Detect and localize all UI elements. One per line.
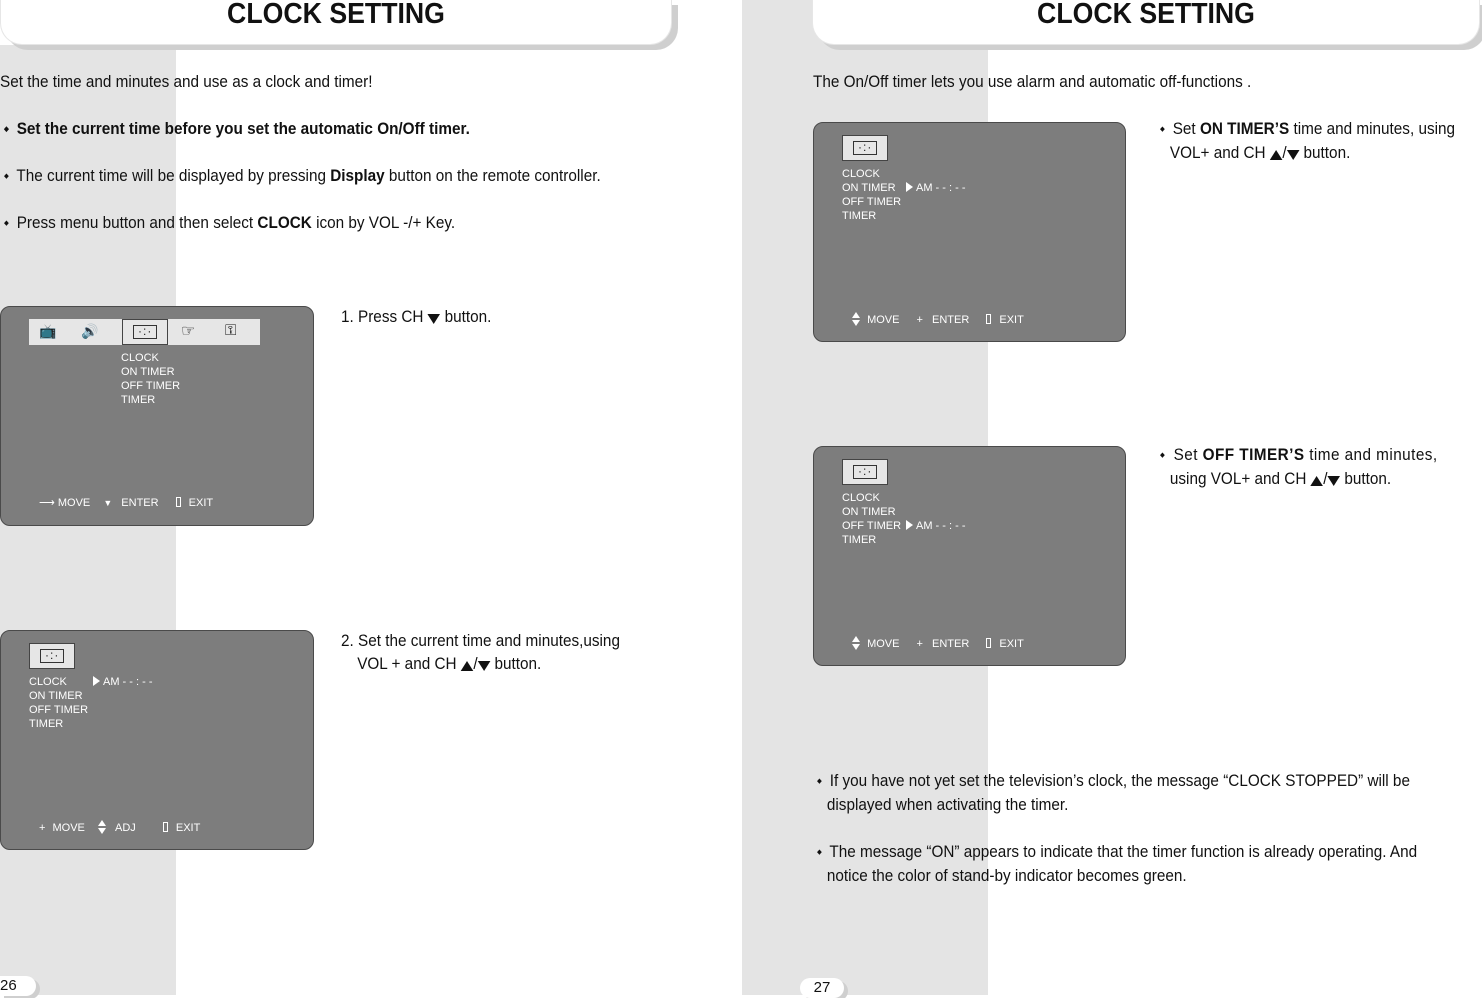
step-2-line-2 xyxy=(341,652,670,675)
right-intro: The On/Off timer lets you use alarm and automatic off-functions . xyxy=(813,72,1252,91)
up-down-icon xyxy=(852,636,860,650)
page-number-left xyxy=(0,976,36,996)
nav-exit: EXIT xyxy=(999,314,1024,326)
ch-up-icon xyxy=(461,661,474,671)
page-number-left-text: 26 xyxy=(0,977,17,994)
page-number-right-text: 27 xyxy=(813,979,831,996)
note-2-line-1: The message “ON” appears to indicate that the timer function is already operating. And xyxy=(829,842,1418,861)
menu-on-timer: ON TIMER xyxy=(842,506,896,518)
nav-plus: + xyxy=(916,638,923,650)
off-c: time and minutes, xyxy=(1304,445,1438,464)
selector-arrow-icon xyxy=(906,182,913,192)
on-line-2c: button. xyxy=(1299,143,1351,162)
on-line-2a: VOL+ and CH xyxy=(1169,143,1270,162)
nav-exit: EXIT xyxy=(188,497,214,509)
key-icon: ⚿ xyxy=(225,322,237,339)
nav-move: MOVE xyxy=(867,638,900,650)
menu-list xyxy=(121,351,180,407)
off-line-2 xyxy=(1160,467,1481,490)
on-a: Set xyxy=(1172,119,1200,138)
up-down-icon xyxy=(852,312,860,326)
on-timer-value xyxy=(906,181,966,195)
menu-off-timer: OFF TIMER xyxy=(29,704,89,716)
step-2-line-2c: button. xyxy=(490,654,542,673)
menu-timer: TIMER xyxy=(121,394,156,406)
menu-off-timer: OFF TIMER xyxy=(121,380,181,392)
nav-bar xyxy=(39,496,213,510)
off-a: Set xyxy=(1173,445,1203,464)
nav-enter: ENTER xyxy=(932,314,970,326)
on-b: ON TIMER’S xyxy=(1199,119,1290,138)
left-bullet-3 xyxy=(4,211,455,235)
left-bullet-2-c: button on the remote controller. xyxy=(384,166,601,185)
tv-screen-clock xyxy=(0,630,314,850)
menu-clock: CLOCK xyxy=(842,168,880,180)
nav-bar xyxy=(852,636,1024,651)
page-number-right xyxy=(800,978,844,998)
nav-exit: EXIT xyxy=(999,638,1024,650)
ch-up-icon xyxy=(1270,150,1283,160)
speaker-icon: 🔊 xyxy=(81,323,99,339)
menu-timer: TIMER xyxy=(842,534,877,546)
ch-down-icon xyxy=(428,314,441,324)
off-b: OFF TIMER’S xyxy=(1202,445,1305,464)
left-bullet-3-b: CLOCK xyxy=(257,213,312,232)
left-title-bar xyxy=(0,0,672,45)
nav-move: MOVE xyxy=(867,314,900,326)
on-timer-value-text: AM - - : - - xyxy=(916,182,966,194)
tv-screen-on-timer xyxy=(813,122,1126,342)
nav-enter: ENTER xyxy=(932,638,970,650)
ch-down-icon xyxy=(1328,476,1341,486)
left-bullet-2-a: The current time will be displayed by pressing xyxy=(16,166,331,185)
exit-icon xyxy=(986,638,991,648)
nav-move: MOVE xyxy=(52,822,85,834)
off-line-2a: using VOL+ and CH xyxy=(1169,469,1311,488)
off-line-2c: button. xyxy=(1340,469,1392,488)
tv-screen-off-timer xyxy=(813,446,1126,666)
step-2-line-1: 2. Set the current time and minutes,using xyxy=(341,631,620,650)
menu-list xyxy=(842,167,901,223)
clock-icon: ·:· xyxy=(122,319,168,345)
selector-arrow-icon xyxy=(93,676,100,686)
tv-screen-menu xyxy=(0,306,314,526)
note-1-line-2: displayed when activating the timer. xyxy=(826,795,1069,814)
left-bullet-2-b: Display xyxy=(330,166,385,185)
tv-icon: 📺 xyxy=(39,323,57,339)
selector-arrow-icon xyxy=(906,520,913,530)
nav-bar xyxy=(852,312,1024,327)
nav-exit: EXIT xyxy=(175,822,201,834)
off-timer-value xyxy=(906,519,966,533)
on-line-2 xyxy=(1160,141,1481,164)
off-timer-instruction xyxy=(1160,443,1481,490)
nav-bar xyxy=(39,820,200,835)
menu-on-timer: ON TIMER xyxy=(29,690,83,702)
menu-off-timer: OFF TIMER xyxy=(842,196,902,208)
note-2-line-2: notice the color of stand-by indicator becomes green. xyxy=(826,866,1187,885)
ch-up-icon xyxy=(1311,476,1324,486)
step-2-line-2a: VOL + and CH xyxy=(357,654,461,673)
up-down-icon xyxy=(98,820,106,834)
left-bullet-3-c: icon by VOL -/+ Key. xyxy=(311,213,456,232)
clock-value-text: AM - - : - - xyxy=(103,676,153,688)
left-bullet-2 xyxy=(4,164,601,188)
menu-clock: CLOCK xyxy=(29,676,67,688)
exit-icon xyxy=(163,822,168,832)
down-small-icon: ▼ xyxy=(103,498,113,508)
right-title-bar xyxy=(812,0,1480,45)
left-bullet-1 xyxy=(4,117,470,141)
clock-icon: ·:· xyxy=(29,643,75,669)
off-timer-value-text: AM - - : - - xyxy=(916,520,966,532)
menu-clock: CLOCK xyxy=(842,492,880,504)
page-title: CLOCK SETTING xyxy=(227,0,445,30)
menu-timer: TIMER xyxy=(842,210,877,222)
on-c: time and minutes, using xyxy=(1289,119,1456,138)
left-intro: Set the time and minutes and use as a clock and timer! xyxy=(0,72,373,91)
menu-list xyxy=(842,491,901,547)
menu-list xyxy=(29,675,88,731)
note-1-line-1: If you have not yet set the television’s clock, the message “CLOCK STOPPED” will be xyxy=(829,771,1410,790)
note-clock-stopped xyxy=(817,769,1481,816)
clock-icon: ·:· xyxy=(842,135,888,161)
menu-off-timer: OFF TIMER xyxy=(842,520,902,532)
nav-enter: ENTER xyxy=(121,497,159,509)
nav-plus: + xyxy=(39,822,46,834)
on-slash: / xyxy=(1282,143,1287,162)
nav-plus: + xyxy=(916,314,923,326)
hand-icon: ☞ xyxy=(181,323,196,340)
menu-on-timer: ON TIMER xyxy=(121,366,175,378)
step-1 xyxy=(341,305,491,328)
exit-icon xyxy=(176,497,181,507)
clock-value xyxy=(93,675,153,689)
exit-icon xyxy=(986,314,991,324)
left-bullet-1-text: Set the current time before you set the automatic On/Off timer. xyxy=(16,119,470,138)
left-bullet-3-a: Press menu button and then select xyxy=(16,213,258,232)
page-title: CLOCK SETTING xyxy=(1037,0,1255,30)
clock-icon: ·:· xyxy=(842,459,888,485)
nav-adj: ADJ xyxy=(115,822,136,834)
step-1-b: button. xyxy=(440,307,492,326)
menu-timer: TIMER xyxy=(29,718,64,730)
step-2 xyxy=(341,629,670,675)
menu-clock: CLOCK xyxy=(121,352,159,364)
menu-on-timer: ON TIMER xyxy=(842,182,896,194)
off-slash: / xyxy=(1323,469,1328,488)
step-2-slash: / xyxy=(473,654,478,673)
on-timer-instruction xyxy=(1160,117,1481,164)
ch-down-icon xyxy=(478,661,491,671)
nav-move: MOVE xyxy=(57,497,91,509)
right-arrow-icon: ⟶ xyxy=(39,497,55,509)
ch-down-icon xyxy=(1287,150,1300,160)
step-1-a: 1. Press CH xyxy=(341,307,428,326)
note-on-message xyxy=(817,840,1481,887)
